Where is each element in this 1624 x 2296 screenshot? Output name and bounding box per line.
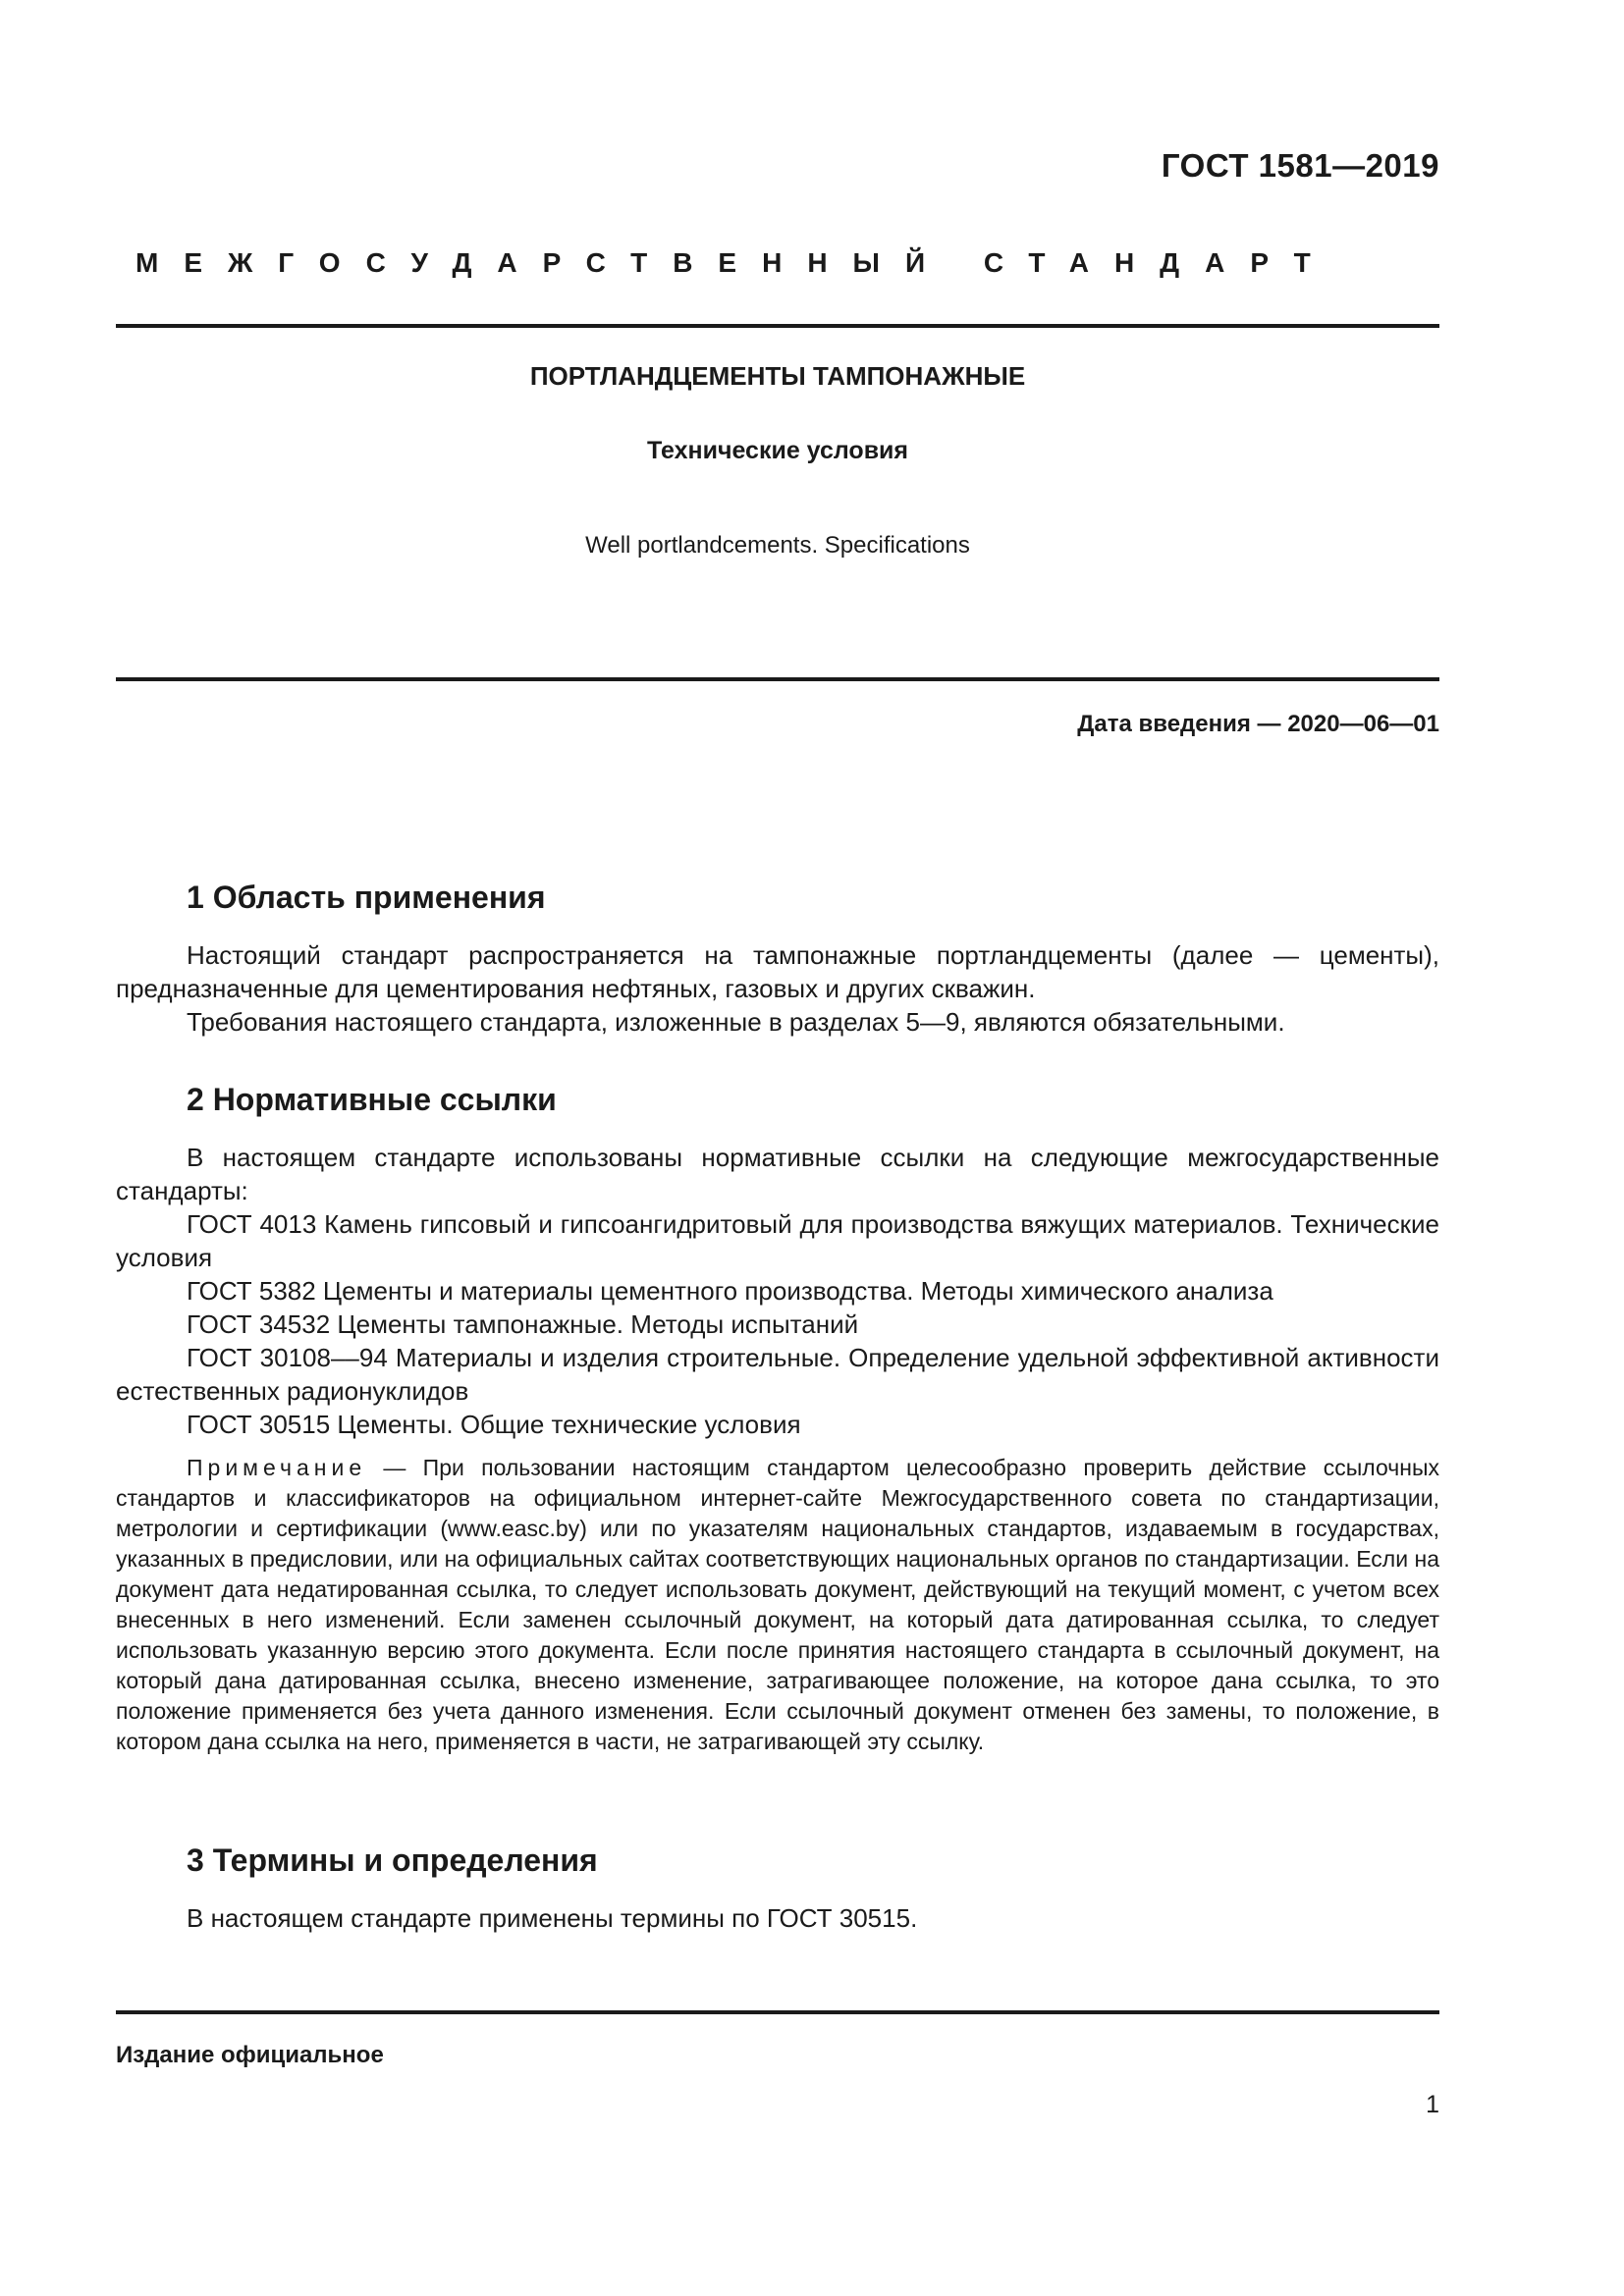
footer-divider (116, 2010, 1439, 2014)
note-label: Примечание (187, 1455, 367, 1480)
introduction-date: Дата введения — 2020—06—01 (1077, 711, 1439, 737)
paragraph: В настоящем стандарте использованы нормативные ссылки на следующие межгосударственные стандарты: (116, 1143, 1439, 1205)
document-title: ПОРТЛАНДЦЕМЕНТЫ ТАМПОНАЖНЫЕ (529, 361, 1026, 391)
section-heading-scope: 1 Область применения (187, 880, 546, 915)
paragraph: Требования настоящего стандарта, изложенные в разделах 5—9, являются обязательными. (187, 1007, 1285, 1037)
reference-item: ГОСТ 30108––94 Материалы и изделия строительные. Определение удельной эффективной активности естественных радионуклидов (116, 1343, 1439, 1406)
english-title: Well portlandcements. Specifications (585, 532, 970, 559)
official-edition-label: Издание официальное (116, 2042, 384, 2068)
standard-type-heading: МЕЖГОСУДАРСТВЕННЫЙ СТАНДАРТ (135, 247, 1336, 278)
document-page (116, 0, 1439, 2296)
note-text: — При пользовании настоящим стандартом целесообразно проверить действие ссылочных стандартов и классификаторов на официальном интернет-сайте Межгосударственного совета по стандартизации, метрологии и сертификации (www.easc.by) или по указателям национальных стандартов, издаваемым в государствах, указанных в предисловии, или на официальных сайтах соответствующих национальных органов по стандартизации. Если на документ дата недатированная ссылка, то следует использовать документ, действующий на текущий момент, с учетом всех внесенных в него изменений. Если заменен ссылочный документ, на который дата датированная ссылка, то следует использовать указанную версию этого документа. Если после принятия настоящего стандарта в ссылочный документ, на который дана датированная ссылка, внесено изменение, затрагивающее положение, на которое дана ссылка, то это положение применяется без учета данного изменения. Если ссылочный документ отменен без замены, то положение, в котором дана ссылка на него, применяется в части, не затрагивающей эту ссылку. (116, 1455, 1439, 1754)
document-subtitle: Технические условия (646, 437, 909, 464)
paragraph: В настоящем стандарте применены термины по ГОСТ 30515. (187, 1903, 918, 1933)
document-number: ГОСТ 1581—2019 (1161, 147, 1439, 184)
reference-item: ГОСТ 4013 Камень гипсовый и гипсоангидритовый для производства вяжущих материалов. Технические условия (116, 1209, 1439, 1272)
title-divider (116, 677, 1439, 681)
note-paragraph (116, 1453, 1439, 1757)
paragraph: Настоящий стандарт распространяется на тампонажные портландцементы (далее — цементы), предназначенные для цементирования нефтяных, газовых и других скважин. (116, 940, 1439, 1003)
top-divider (116, 324, 1439, 328)
section-heading-terms: 3 Термины и определения (187, 1842, 598, 1878)
section-heading-normative-references: 2 Нормативные ссылки (187, 1082, 557, 1117)
reference-item: ГОСТ 5382 Цементы и материалы цементного производства. Методы химического анализа (187, 1276, 1273, 1306)
page-number: 1 (1426, 2091, 1439, 2118)
reference-item: ГОСТ 34532 Цементы тампонажные. Методы испытаний (187, 1309, 859, 1339)
reference-item: ГОСТ 30515 Цементы. Общие технические условия (187, 1410, 801, 1439)
